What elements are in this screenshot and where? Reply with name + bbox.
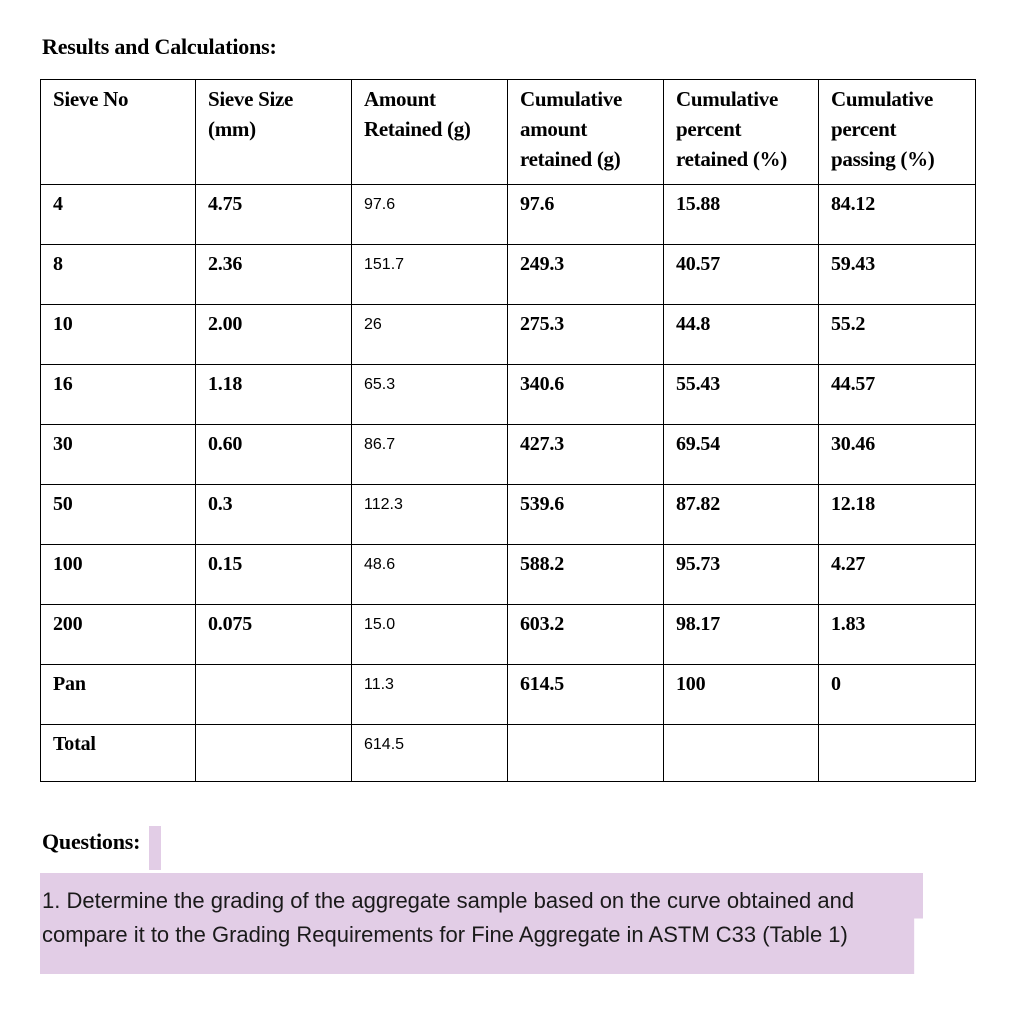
sieve-results-table [40, 79, 976, 782]
cell-sieve-no: 8 [41, 245, 196, 305]
cell-amount-retained: 97.6 [352, 185, 508, 245]
header-cumulative-percent-passing: Cumulative percent passing (%) [819, 80, 976, 185]
cell-cumulative-percent-passing: 59.43 [819, 245, 976, 305]
cell-cumulative-amount [508, 725, 664, 782]
cell-cumulative-amount: 603.2 [508, 605, 664, 665]
table-header-row [41, 80, 976, 185]
table-row [41, 665, 976, 725]
question-1-text: 1. Determine the grading of the aggregate sample based on the curve obtained and compare it to the Grading Requirements for Fine Aggregate in ASTM C33 (Table 1) [42, 888, 855, 947]
cell-sieve-size: 1.18 [196, 365, 352, 425]
cell-cumulative-percent-retained: 100 [664, 665, 819, 725]
cell-cumulative-percent-passing: 30.46 [819, 425, 976, 485]
header-sieve-size: Sieve Size (mm) [196, 80, 352, 185]
cell-amount-retained: 614.5 [352, 725, 508, 782]
cell-sieve-no: Pan [41, 665, 196, 725]
cell-sieve-size: 4.75 [196, 185, 352, 245]
header-cumulative-percent-retained: Cumulative percent retained (%) [664, 80, 819, 185]
cell-sieve-size: 0.075 [196, 605, 352, 665]
cell-cumulative-percent-passing: 1.83 [819, 605, 976, 665]
cell-amount-retained: 11.3 [352, 665, 508, 725]
cell-cumulative-percent-passing: 4.27 [819, 545, 976, 605]
cell-amount-retained: 26 [352, 305, 508, 365]
table-row [41, 545, 976, 605]
cell-amount-retained: 112.3 [352, 485, 508, 545]
cell-amount-retained: 151.7 [352, 245, 508, 305]
cell-cumulative-percent-retained: 98.17 [664, 605, 819, 665]
cell-cumulative-percent-retained: 69.54 [664, 425, 819, 485]
section-heading: Results and Calculations: [42, 34, 277, 59]
header-sieve-no: Sieve No [41, 80, 196, 185]
cell-cumulative-percent-retained: 95.73 [664, 545, 819, 605]
cell-sieve-size: 0.60 [196, 425, 352, 485]
cell-sieve-no: Total [41, 725, 196, 782]
cell-cumulative-amount: 340.6 [508, 365, 664, 425]
cell-sieve-no: 10 [41, 305, 196, 365]
cell-sieve-no: 200 [41, 605, 196, 665]
table-row [41, 425, 976, 485]
table-row [41, 485, 976, 545]
cell-cumulative-percent-passing: 55.2 [819, 305, 976, 365]
cell-sieve-no: 100 [41, 545, 196, 605]
header-cumulative-amount-retained: Cumulative amount retained (g) [508, 80, 664, 185]
questions-highlight [149, 826, 161, 870]
header-amount-retained: Amount Retained (g) [352, 80, 508, 185]
cell-sieve-no: 50 [41, 485, 196, 545]
cell-cumulative-amount: 588.2 [508, 545, 664, 605]
cell-cumulative-percent-retained [664, 725, 819, 782]
cell-sieve-no: 4 [41, 185, 196, 245]
questions-label: Questions: [42, 829, 141, 854]
cell-cumulative-percent-passing: 0 [819, 665, 976, 725]
cell-cumulative-percent-passing: 12.18 [819, 485, 976, 545]
cell-amount-retained: 86.7 [352, 425, 508, 485]
cell-sieve-size: 0.3 [196, 485, 352, 545]
cell-cumulative-percent-retained: 15.88 [664, 185, 819, 245]
cell-cumulative-percent-retained: 40.57 [664, 245, 819, 305]
cell-cumulative-percent-retained: 87.82 [664, 485, 819, 545]
table-row [41, 605, 976, 665]
table-row [41, 365, 976, 425]
cell-cumulative-amount: 614.5 [508, 665, 664, 725]
cell-cumulative-percent-retained: 55.43 [664, 365, 819, 425]
cell-amount-retained: 65.3 [352, 365, 508, 425]
cell-cumulative-percent-passing [819, 725, 976, 782]
table-row [41, 245, 976, 305]
cell-sieve-size: 2.36 [196, 245, 352, 305]
cell-amount-retained: 15.0 [352, 605, 508, 665]
table-row [41, 305, 976, 365]
cell-sieve-size [196, 725, 352, 782]
table-row [41, 185, 976, 245]
cell-cumulative-amount: 275.3 [508, 305, 664, 365]
cell-cumulative-amount: 427.3 [508, 425, 664, 485]
cell-sieve-no: 16 [41, 365, 196, 425]
cell-sieve-size [196, 665, 352, 725]
cell-sieve-size: 0.15 [196, 545, 352, 605]
cell-cumulative-amount: 97.6 [508, 185, 664, 245]
cell-cumulative-amount: 539.6 [508, 485, 664, 545]
cell-amount-retained: 48.6 [352, 545, 508, 605]
cell-cumulative-percent-retained: 44.8 [664, 305, 819, 365]
cell-cumulative-percent-passing: 44.57 [819, 365, 976, 425]
cell-cumulative-amount: 249.3 [508, 245, 664, 305]
cell-cumulative-percent-passing: 84.12 [819, 185, 976, 245]
cell-sieve-size: 2.00 [196, 305, 352, 365]
cell-sieve-no: 30 [41, 425, 196, 485]
table-row [41, 725, 976, 782]
